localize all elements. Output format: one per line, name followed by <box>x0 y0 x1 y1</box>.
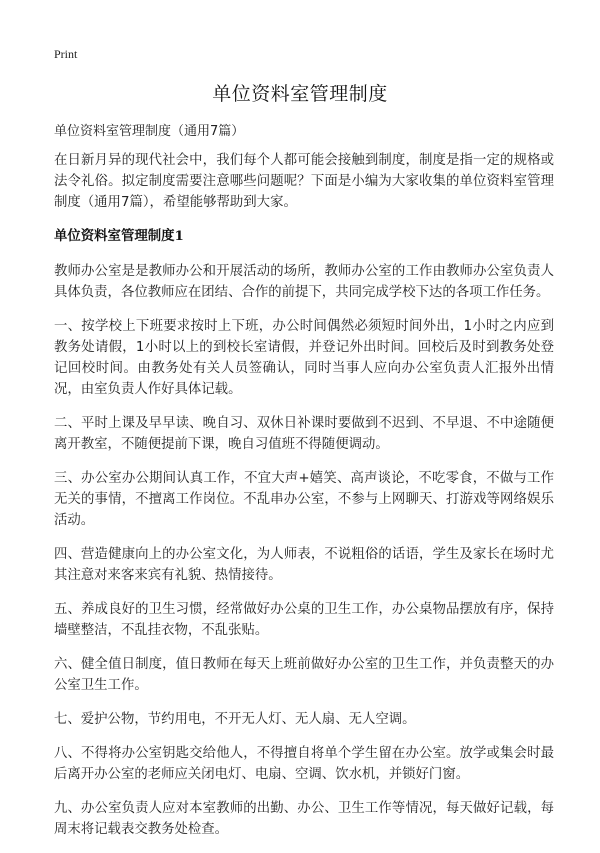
rule-item-2: 二、平时上课及早早读、晚自习、双休日补课时要做到不迟到、不早退、不中途随便离开教室，不随便提前下课，晚自习值班不得随便调动。 <box>54 416 554 452</box>
rule-item-9: 九、办公室负责人应对本室教师的出勤、办公、卫生工作等情况，每天做好记载，每周末将记载表交教务处检查。 <box>54 801 554 837</box>
section-heading: 单位资料室管理制度1 <box>54 228 184 244</box>
rule-item-3: 三、办公室办公期间认真工作，不宜大声+嬉笑、高声谈论，不吃零食，不做与工作无关的事情，不擅离工作岗位。不乱串办公室，不参与上网聊天、打游戏等网络娱乐活动。 <box>54 471 554 528</box>
rule-item-8: 八、不得将办公室钥匙交给他人，不得擅自将单个学生留在办公室。放学或集会时最后离开办公室的老师应关闭电灯、电扇、空调、饮水机，并锁好门窗。 <box>54 746 554 782</box>
document-subtitle: 单位资料室管理制度（通用7篇） <box>54 124 245 139</box>
rule-item-4: 四、营造健康向上的办公室文化，为人师表，不说粗俗的话语，学生及家长在场时尤其注意对来客来宾有礼貌、热情接待。 <box>54 547 554 583</box>
rule-item-1: 一、按学校上下班要求按时上下班，办公时间偶然必须短时间外出，1小时之内应到教务处请假，1小时以上的到校长室请假，并登记外出时间。回校后及时到教务处登记回校时间。由教务处有关人员签确认，同时当事人应向办公室负责人汇报外出情况，由室负责人作好具体记载。 <box>54 319 554 397</box>
intro-paragraph: 在日新月异的现代社会中，我们每个人都可能会接触到制度，制度是指一定的规格或法令礼俗。拟定制度需要注意哪些问题呢？下面是小编为大家收集的单位资料室管理制度（通用7篇），希望能够帮助到大家。 <box>54 153 554 210</box>
document-title: 单位资料室管理制度 <box>212 83 388 105</box>
rule-item-5: 五、养成良好的卫生习惯，经常做好办公桌的卫生工作，办公桌物品摆放有序，保持墙壁整洁，不乱挂衣物，不乱张贴。 <box>54 602 554 638</box>
rule-item-7: 七、爱护公物，节约用电，不开无人灯、无人扇、无人空调。 <box>54 712 416 727</box>
section-paragraph: 教师办公室是是教师办公和开展活动的场所，教师办公室的工作由教师办公室负责人具体负责，各位教师应在团结、合作的前提下，共同完成学校下达的各项工作任务。 <box>54 264 554 300</box>
rule-item-6: 六、健全值日制度，值日教师在每天上班前做好办公室的卫生工作，并负责整天的办公室卫生工作。 <box>54 657 554 693</box>
document-body <box>54 150 554 853</box>
print-label[interactable]: Print <box>54 47 78 61</box>
